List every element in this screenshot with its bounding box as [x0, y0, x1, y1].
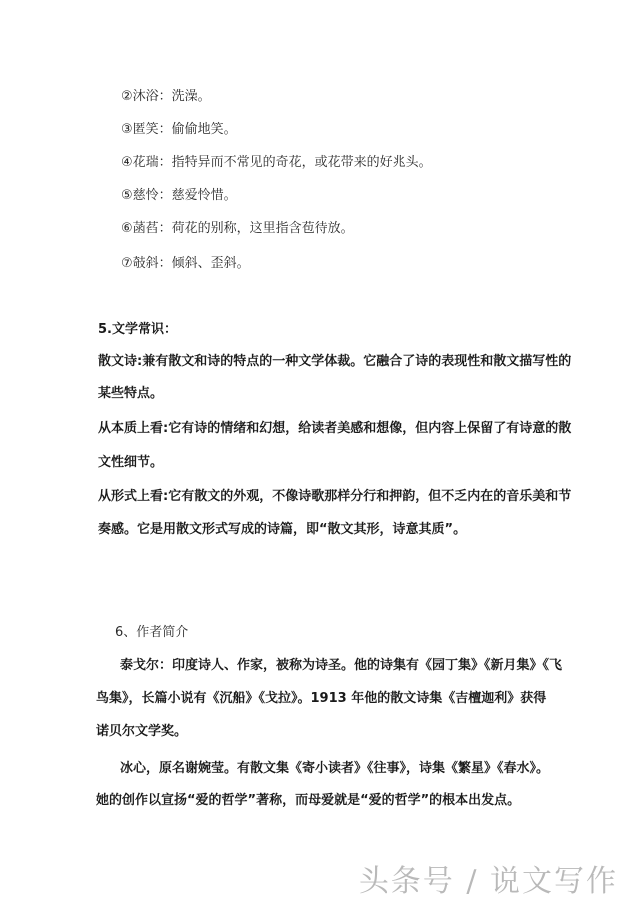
paragraph-line: 诺贝尔文学奖。: [96, 724, 188, 739]
definition-item: ③匿笑：偷偷地笑。: [121, 122, 237, 137]
paragraph-line: 奏感。它是用散文形式写成的诗篇，即“散文其形，诗意其质”。: [98, 522, 467, 537]
paragraph-line: 散文诗:兼有散文和诗的特点的一种文学体裁。它融合了诗的表现性和散文描写性的: [98, 354, 572, 369]
paragraph-line: 泰戈尔：印度诗人、作家，被称为诗圣。他的诗集有《园丁集》《新月集》《飞: [120, 658, 563, 673]
paragraph-line: 冰心，原名谢婉莹。有散文集《寄小读者》《往事》，诗集《繁星》《春水》。: [120, 761, 550, 776]
paragraph-line: 从本质上看:它有诗的情绪和幻想，给读者美感和想像，但内容上保留了有诗意的散: [98, 421, 572, 436]
paragraph-line: 某些特点。: [98, 386, 164, 401]
section-heading: 6、作者简介: [115, 625, 189, 640]
paragraph-line: 她的创作以宣扬“爱的哲学”著称，而母爱就是“爱的哲学”的根本出发点。: [96, 793, 521, 808]
paragraph-line: 鸟集》，长篇小说有《沉船》《戈拉》。1913 年他的散文诗集《吉檀迦利》获得: [96, 691, 547, 706]
definition-item: ④花瑞：指特异而不常见的奇花，或花带来的好兆头。: [121, 155, 432, 170]
paragraph-line: 从形式上看:它有散文的外观，不像诗歌那样分行和押韵，但不乏内在的音乐美和节: [98, 489, 572, 504]
section-heading: 5.文学常识：: [98, 322, 177, 337]
definition-item: ⑦攲斜：倾斜、歪斜。: [121, 256, 250, 271]
definition-item: ②沐浴：洗澡。: [121, 89, 211, 104]
watermark: 头条号 / 说文写作: [358, 864, 618, 899]
definition-item: ⑤慈怜：慈爱怜惜。: [121, 188, 237, 203]
definition-item: ⑥菡萏：荷花的别称，这里指含苞待放。: [121, 221, 354, 236]
paragraph-line: 文性细节。: [98, 455, 164, 470]
